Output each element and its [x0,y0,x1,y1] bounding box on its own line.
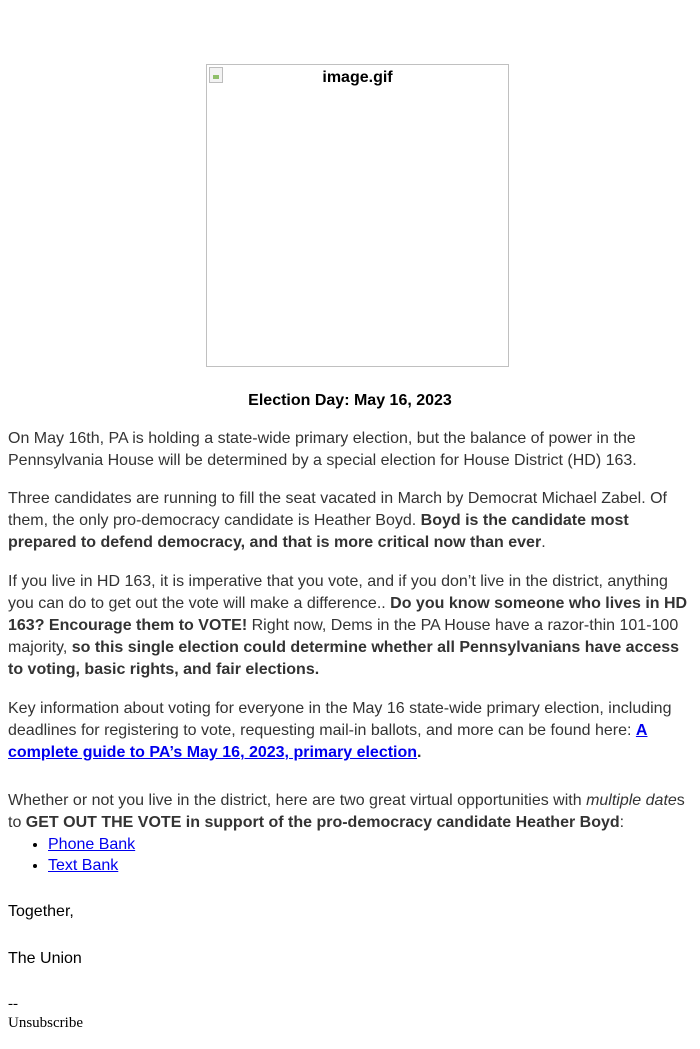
signature: The Union [8,950,82,967]
guide-text: Key information about voting for everyone in the May 16 state-wide primary election, including deadlines for registering to vote, requesting mail-in ballots, and more can be found here: [8,700,672,739]
intro-text: On May 16th, PA is holding a state-wide primary election, but the balance of power in the Pennsylvania House will be determined by a special election for House District (HD) 163. [8,430,637,469]
header-image-alt-text: image.gif [322,69,393,86]
intro-paragraph [8,428,692,472]
candidates-paragraph [8,488,692,554]
vote-paragraph [8,571,692,681]
guide-link[interactable]: A complete guide to PA’s May 16, 2023, primary election [8,722,648,761]
opportunities-text-2: s to [8,792,685,831]
opportunities-end: : [619,814,625,831]
phone-bank-link[interactable]: Phone Bank [48,836,136,853]
opportunities-bold: GET OUT THE VOTE in support of the pro-democracy candidate Heather Boyd [25,814,620,831]
opportunities-list [8,834,135,876]
vote-text-2: Right now, Dems in the PA House have a razor-thin 101-100 majority, [8,617,679,656]
text-bank-link[interactable]: Text Bank [48,857,119,874]
closing: Together, [8,903,74,920]
vote-bold-2: so this single election could determine whether all Pennsylvanians have access to voting, basic rights, and fair elections. [8,639,680,678]
opportunities-text-1: Whether or not you live in the district, here are two great virtual opportunities with [8,792,587,809]
opportunities-italic: multiple date [586,792,677,809]
vote-bold-1: Do you know someone who lives in HD 163? Encourage them to VOTE! [8,595,688,634]
vote-text-1: If you live in HD 163, it is imperative that you vote, and if you don’t live in the district, anything you can do to get out the vote will make a difference.. [8,573,668,612]
footer-separator: -- [8,996,18,1012]
guide-paragraph [8,698,692,764]
candidates-text: Three candidates are running to fill the seat vacated in March by Democrat Michael Zabel. Of them, the only pro-democracy candidate is Heather Boyd. [8,490,667,529]
candidates-end: . [541,534,546,551]
unsubscribe-link[interactable]: Unsubscribe [8,1015,83,1031]
guide-end: . [417,744,422,761]
candidates-bold-text: Boyd is the candidate most prepared to defend democracy, and that is more critical now than ever [8,512,629,551]
list-item [48,834,135,855]
list-item [48,855,135,876]
header-image [206,64,509,367]
headline: Election Day: May 16, 2023 [248,392,452,409]
opportunities-paragraph [8,790,692,834]
